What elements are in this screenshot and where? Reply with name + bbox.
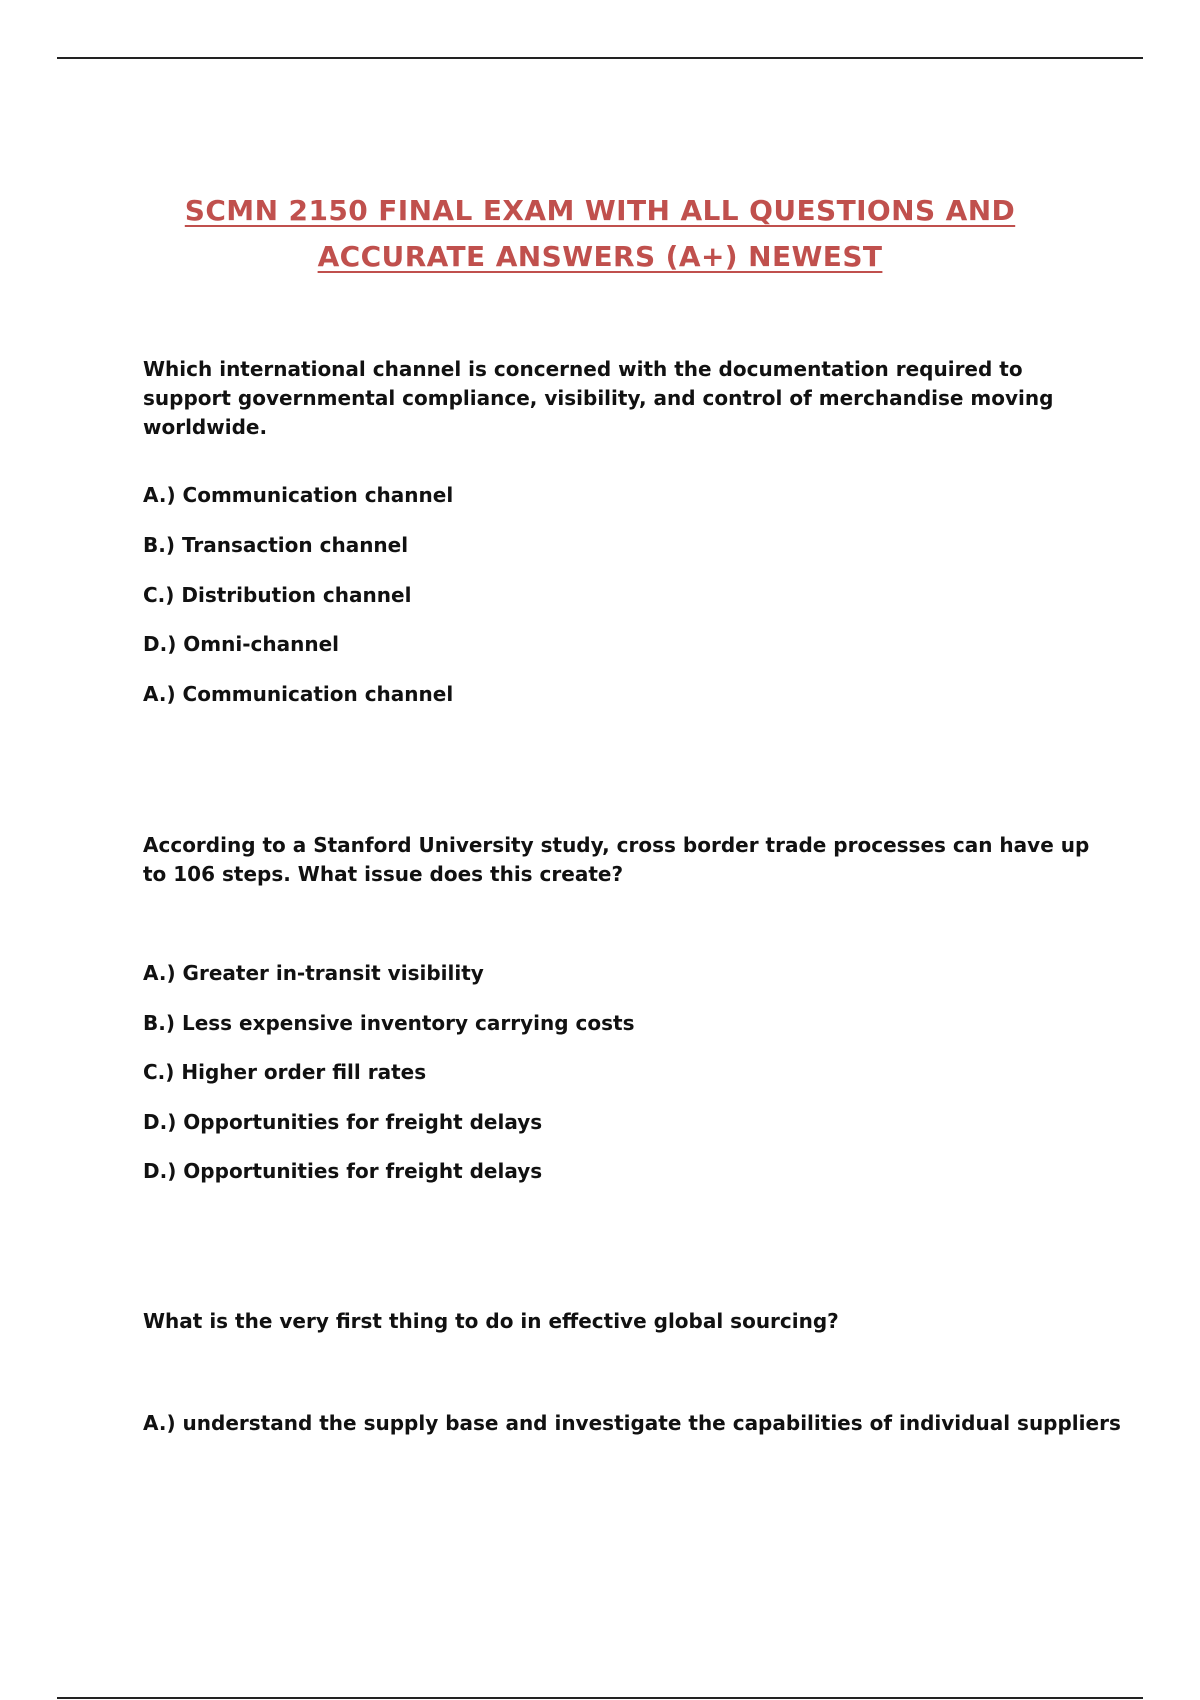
question-2-option-d: D.) Opportunities for freight delays <box>143 1110 543 1134</box>
question-1-option-d: D.) Omni-channel <box>143 632 340 656</box>
footer-rule <box>57 1697 1143 1699</box>
header-rule <box>57 57 1143 59</box>
question-1-option-a: A.) Communication channel <box>143 483 454 507</box>
question-2-answer: D.) Opportunities for freight delays <box>143 1159 543 1183</box>
question-2-text: According to a Stanford University study, cross border trade processes can have up to 106 steps. What issue does this create? <box>143 833 1090 886</box>
question-1-answer: A.) Communication channel <box>143 682 454 706</box>
question-3-text: What is the very first thing to do in effective global sourcing? <box>143 1309 839 1333</box>
question-3-option-a: A.) understand the supply base and investigate the capabilities of individual suppliers <box>143 1411 1121 1435</box>
document-title-line-2 <box>0 240 1200 273</box>
question-1-text: Which international channel is concerned with the documentation required to support governmental compliance, visibility, and control of merchandise moving worldwide. <box>143 357 1054 439</box>
document-title-text-2: ACCURATE ANSWERS (A+) NEWEST <box>317 240 883 273</box>
question-2-option-b: B.) Less expensive inventory carrying costs <box>143 1011 635 1035</box>
document-title-text-1: SCMN 2150 FINAL EXAM WITH ALL QUESTIONS AND <box>184 194 1016 227</box>
question-1-option-c: C.) Distribution channel <box>143 583 412 607</box>
question-2-option-a: A.) Greater in-transit visibility <box>143 961 484 985</box>
question-2-option-c: C.) Higher order fill rates <box>143 1060 427 1084</box>
question-1-option-b: B.) Transaction channel <box>143 533 409 557</box>
document-title-line-1 <box>0 194 1200 227</box>
